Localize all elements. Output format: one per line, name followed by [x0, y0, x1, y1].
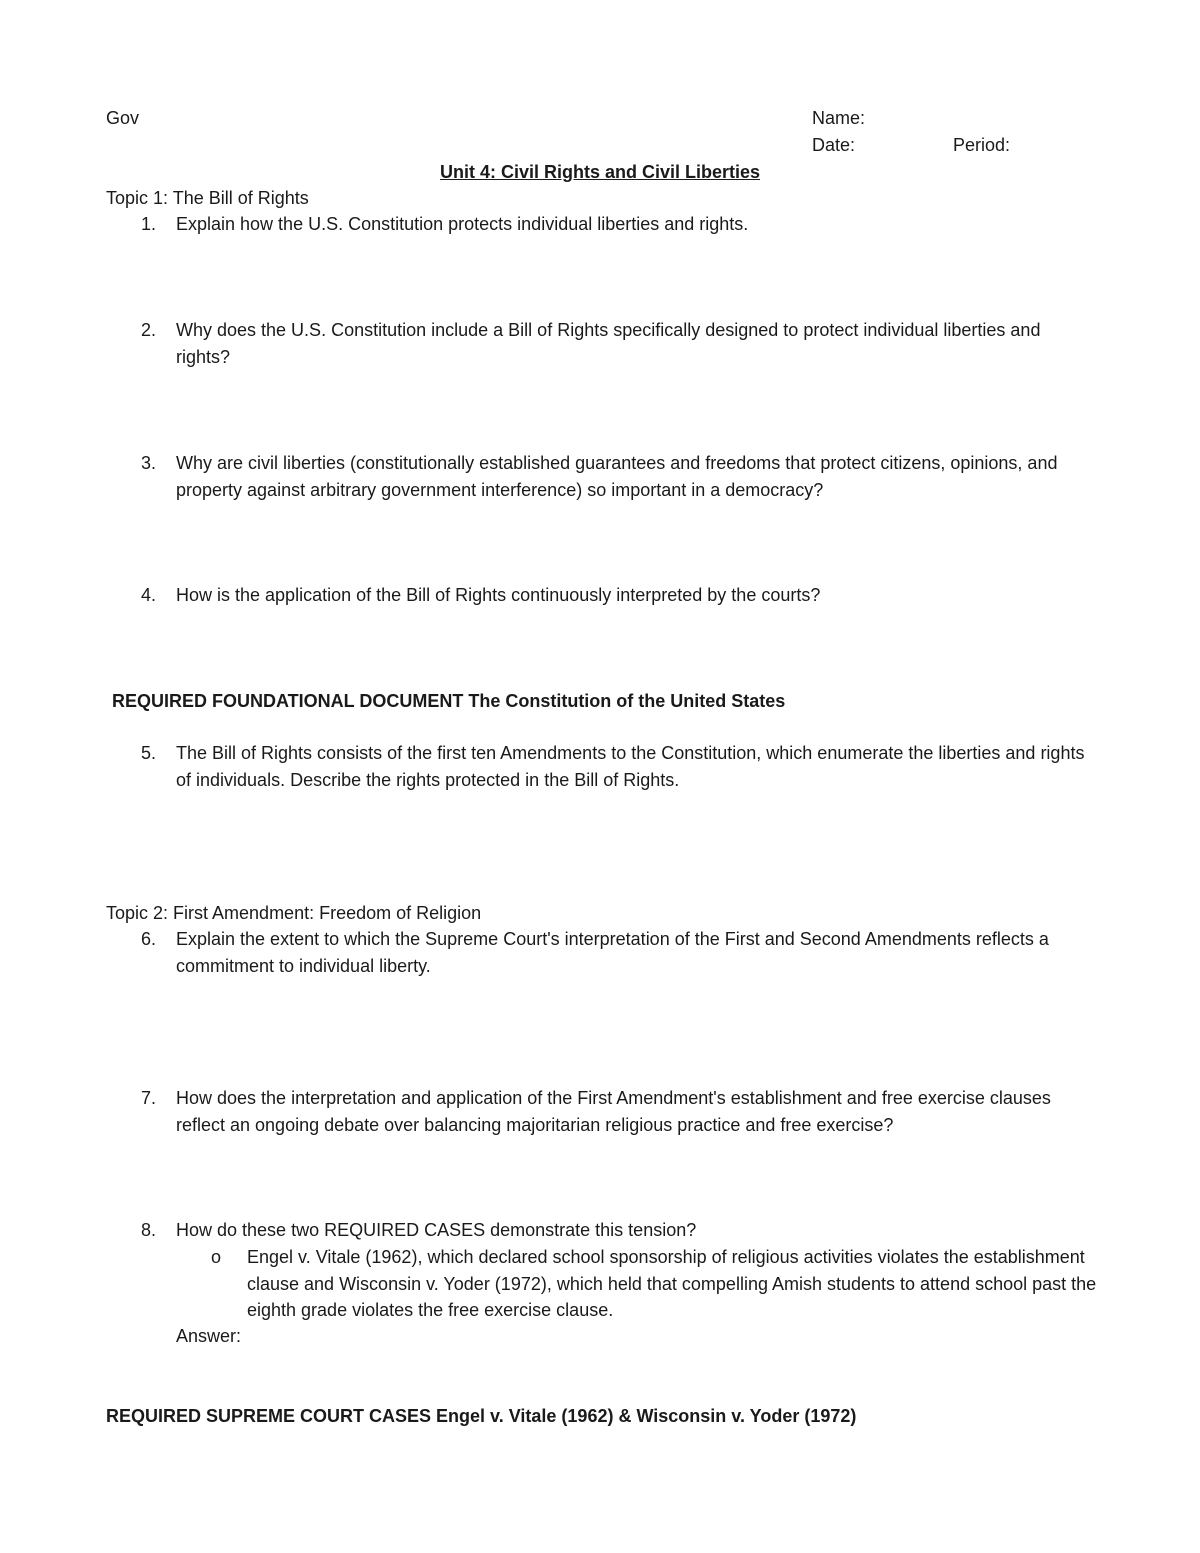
question-text: Explain the extent to which the Supreme Court's interpretation of the First and Second Amendments reflects a commitment to individual liberty.: [176, 929, 1049, 976]
question-number: 3.: [141, 453, 157, 473]
course-label: Gov: [106, 108, 140, 128]
question-text: The Bill of Rights consists of the first ten Amendments to the Constitution, which enumerate the liberties and rights of individuals. Describe the rights protected in the Bill of Rights.: [176, 743, 1085, 790]
circle-bullet-icon: o: [211, 1247, 222, 1267]
question-number: 8.: [141, 1220, 157, 1240]
topic-1-heading: Topic 1: The Bill of Rights: [106, 188, 309, 208]
question-text: How is the application of the Bill of Rights continuously interpreted by the courts?: [176, 585, 821, 605]
page-title: Unit 4: Civil Rights and Civil Liberties: [439, 162, 761, 182]
question-text: Why are civil liberties (constitutionally established guarantees and freedoms that protect citizens, opinions, and property against arbitrary government interference) so important in a democracy?: [176, 453, 1058, 500]
question-text: How do these two REQUIRED CASES demonstrate this tension?: [176, 1220, 697, 1240]
question-number: 7.: [141, 1088, 157, 1108]
question-number: 5.: [141, 743, 157, 763]
question-number: 1.: [141, 214, 157, 234]
required-cases-heading: REQUIRED SUPREME COURT CASES Engel v. Vitale (1962) & Wisconsin v. Yoder (1972): [106, 1406, 857, 1426]
name-label: Name:: [812, 108, 866, 128]
question-number: 6.: [141, 929, 157, 949]
question-text: Explain how the U.S. Constitution protects individual liberties and rights.: [176, 214, 749, 234]
bullet-text: Engel v. Vitale (1962), which declared school sponsorship of religious activities violates the establishment clause and Wisconsin v. Yoder (1972), which held that compelling Amish students to attend school past the eighth grade violates the free exercise clause.: [247, 1247, 1097, 1320]
question-number: 4.: [141, 585, 157, 605]
foundational-document-heading: REQUIRED FOUNDATIONAL DOCUMENT The Constitution of the United States: [112, 691, 786, 711]
period-label: Period:: [953, 135, 1011, 155]
topic-2-heading: Topic 2: First Amendment: Freedom of Religion: [106, 903, 482, 923]
answer-label: Answer:: [176, 1326, 242, 1346]
question-text: Why does the U.S. Constitution include a Bill of Rights specifically designed to protect individual liberties and rights?: [176, 320, 1041, 367]
date-label: Date:: [812, 135, 856, 155]
question-text: How does the interpretation and application of the First Amendment's establishment and free exercise clauses reflect an ongoing debate over balancing majoritarian religious practice and free exercise?: [176, 1088, 1051, 1135]
question-number: 2.: [141, 320, 157, 340]
